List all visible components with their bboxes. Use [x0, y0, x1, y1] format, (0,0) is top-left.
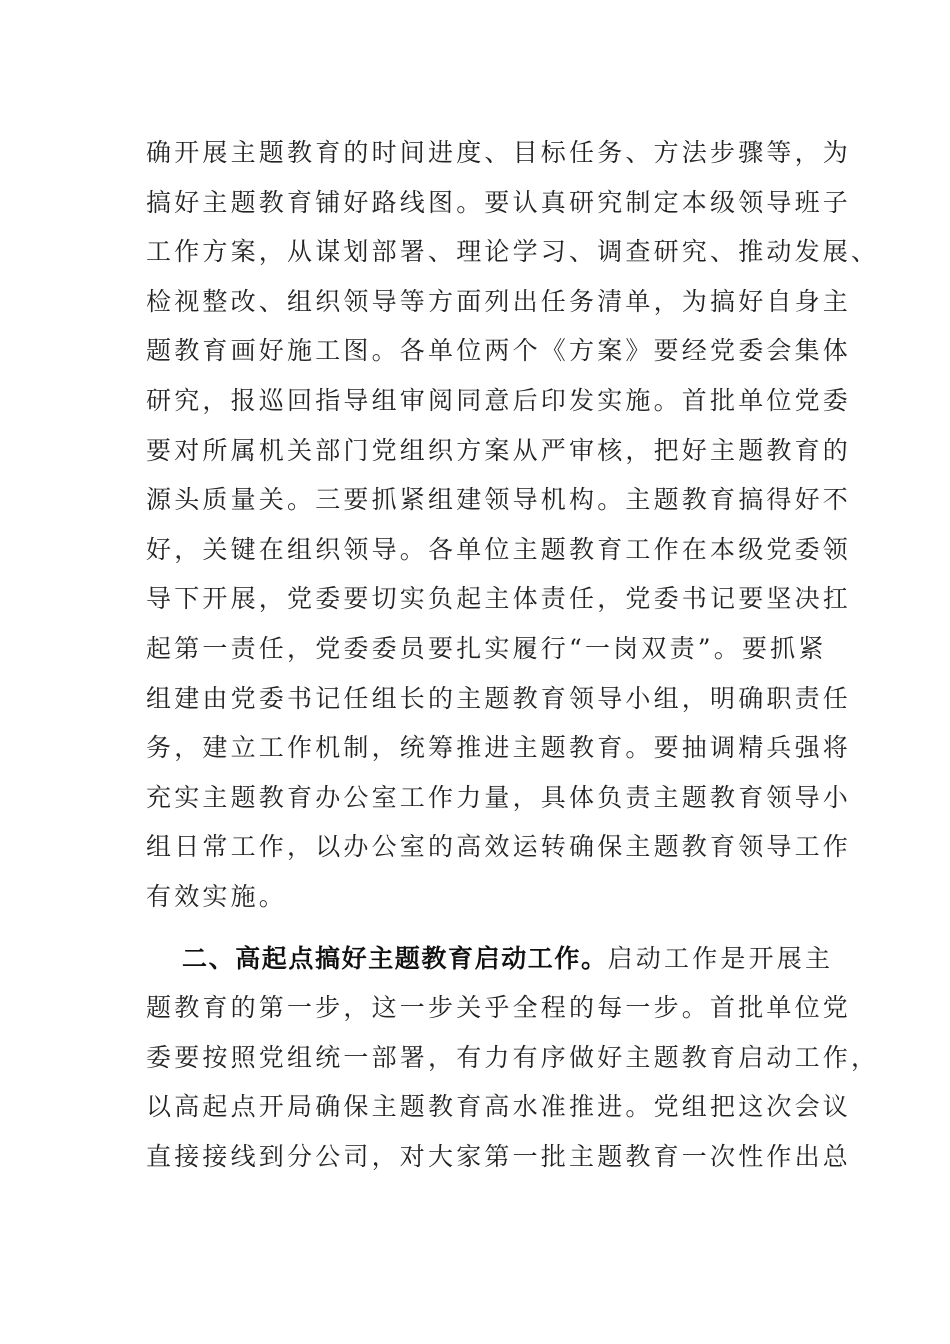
- paragraph-line: 组日常工作，以办公室的高效运转确保主题教育领导工作: [146, 832, 852, 862]
- paragraph-line: 组建由党委书记任组长的主题教育领导小组，明确职责任: [146, 683, 852, 713]
- paragraph-line: 搞好主题教育铺好路线图。要认真研究制定本级领导班子: [146, 187, 852, 217]
- paragraph-first-line: [146, 934, 834, 984]
- paragraph-line: 题教育的第一步，这一步关乎全程的每一步。首批单位党: [146, 993, 852, 1023]
- paragraph-line: 工作方案，从谋划部署、理论学习、调查研究、推动发展、: [146, 237, 880, 267]
- paragraph-line: 充实主题教育办公室工作力量，具体负责主题教育领导小: [146, 782, 852, 812]
- paragraph-line: 研究，报巡回指导组审阅同意后印发实施。首批单位党委: [146, 385, 852, 415]
- paragraph-line: 直接接线到分公司，对大家第一批主题教育一次性作出总: [146, 1141, 852, 1171]
- paragraph-line: 源头质量关。三要抓紧组建领导机构。主题教育搞得好不: [146, 485, 852, 515]
- paragraph-line: 以高起点开局确保主题教育高水准推进。党组把这次会议: [146, 1092, 852, 1122]
- section-heading: 二、高起点搞好主题教育启动工作。: [182, 943, 608, 973]
- paragraph-line: 有效实施。: [146, 881, 288, 911]
- paragraph-2: [146, 934, 880, 1182]
- document-body: [146, 128, 880, 1181]
- paragraph-line: 好，关键在组织领导。各单位主题教育工作在本级党委领: [146, 534, 852, 564]
- paragraph-line: 确开展主题教育的时间进度、目标任务、方法步骤等，为: [146, 138, 852, 167]
- paragraph-line: 题教育画好施工图。各单位两个《方案》要经党委会集体: [146, 336, 852, 366]
- paragraph-line: 检视整改、组织领导等方面列出任务清单，为搞好自身主: [146, 286, 852, 316]
- paragraph-line: 起第一责任，党委委员要扎实履行“一岗双责”。要抓紧: [146, 633, 827, 663]
- paragraph-line: 务，建立工作机制，统筹推进主题教育。要抽调精兵强将: [146, 733, 852, 763]
- paragraph-line: 委要按照党组统一部署，有力有序做好主题教育启动工作，: [146, 1042, 880, 1072]
- paragraph-1: [146, 128, 880, 922]
- paragraph-text: 启动工作是开展主: [607, 943, 834, 973]
- paragraph-line: 导下开展，党委要切实负起主体责任，党委书记要坚决扛: [146, 584, 852, 614]
- paragraph-line: 要对所属机关部门党组织方案从严审核，把好主题教育的: [146, 435, 852, 465]
- paragraph-spacer: [146, 922, 806, 934]
